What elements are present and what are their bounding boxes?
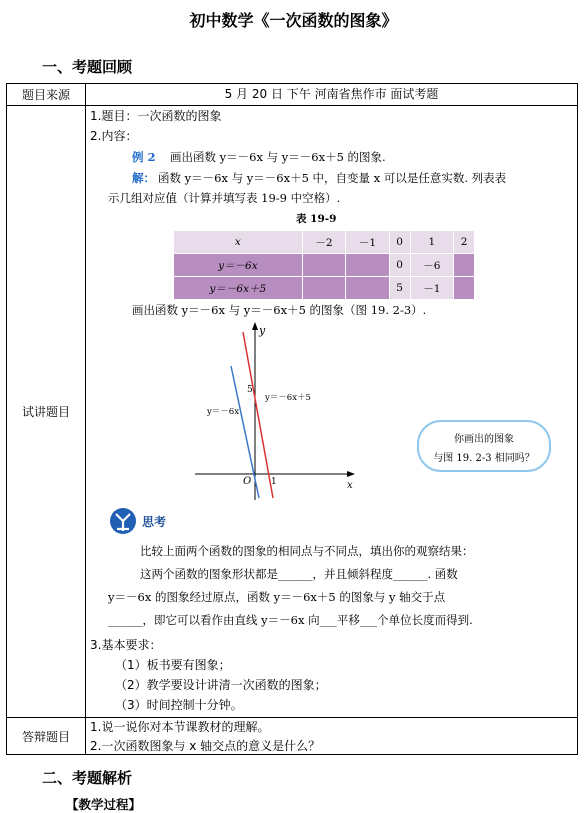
solution-line-2: 示几组对应值（计算并填写表 19-9 中空格）. [108,191,341,205]
value-cell: －6 [410,254,454,277]
example-text: 画出函数 y＝－6x 与 y＝－6x＋5 的图象. [170,150,386,164]
source-row [7,84,577,106]
x-axis-label: x [347,480,353,491]
think-line-1: 比较上面两个函数的图象的相同点与不同点，填出你的观察结果： [140,544,474,558]
value-cell: －1 [410,277,454,300]
section-heading-analysis: 二、考题解析 [42,769,133,787]
value-cell: 0 [389,254,410,277]
bubble-line-1: 你画出的图象 [454,434,514,445]
section-heading-review: 一、考题回顾 [42,58,133,76]
thought-bubble [417,420,551,472]
value-cell [346,254,390,277]
x-axis-arrow [347,471,355,477]
requirement-2: （2）教学要设计讲清一次函数的图象； [115,678,327,692]
line-y-neg6x-plus5 [243,332,273,498]
value-cell: 0 [389,231,410,254]
source-label: 题目来源 [7,84,86,105]
line-label-neg6x: y＝－6x [207,407,240,417]
value-cell [454,254,475,277]
page-title: 初中数学《一次函数的图象》 [189,11,398,30]
value-cell [302,254,346,277]
bubble-line-2: 与图 19. 2-3 相同吗？ [433,453,535,464]
defense-label: 答辩题目 [7,718,86,755]
function-graph [195,322,370,502]
value-table-header [174,231,475,254]
tick-1-label: 1 [271,477,277,487]
value-cell: y＝－6x [174,254,303,277]
content-line: 2.内容： [90,129,138,143]
y-axis-label: y [259,324,266,337]
trial-label: 试讲题目 [7,106,86,717]
value-cell [346,277,390,300]
solution-line-1: 函数 y＝－6x 与 y＝－6x＋5 中，自变量 x 可以是任意实数. 列表表 [158,171,507,185]
origin-label: O [243,476,252,487]
think-label: 思考 [142,515,167,529]
value-cell: －1 [346,231,390,254]
defense-question-2: 2.一次函数图象与 x 轴交点的意义是什么？ [90,739,321,753]
value-cell: x [174,231,303,254]
think-line-4: ______，即它可以看作由直线 y＝－6x 向___平移___个单位长度而得到. [108,613,473,627]
y-axis-arrow [252,322,258,330]
value-table-row [174,254,475,277]
value-cell: 5 [389,277,410,300]
think-line-2: 这两个函数的图象形状都是______，并且倾斜程度______. 函数 [140,567,458,581]
requirement-1: （1）板书要有图象； [115,658,231,672]
solution-label: 解： [132,171,155,185]
value-cell: 2 [454,231,475,254]
process-heading: 【教学过程】 [66,797,142,812]
value-cell: y＝－6x＋5 [174,277,303,300]
value-cell [302,277,346,300]
topic-line: 1.题目：一次函数的图象 [90,109,222,123]
example-label: 例 2 [132,150,156,164]
tick-5-label: 5 [247,385,253,395]
think-line-3: y＝－6x 的图象经过原点，函数 y＝－6x＋5 的图象与 y 轴交于点 [108,590,446,604]
value-cell [454,277,475,300]
think-icon [108,507,138,535]
requirement-3: （3）时间控制十分钟。 [115,698,243,712]
source-value: 5 月 20 日 下午 河南省焦作市 面试考题 [224,87,439,101]
draw-instruction: 画出函数 y＝－6x 与 y＝－6x＋5 的图象（图 19. 2-3）. [132,303,427,317]
table-caption: 表 19-9 [296,213,337,225]
value-table [173,230,475,300]
value-cell: 1 [410,231,454,254]
value-cell: －2 [302,231,346,254]
value-table-row [174,277,475,300]
defense-question-1: 1.说一说你对本节课教材的理解。 [90,720,270,734]
requirements-heading: 3.基本要求： [90,638,162,652]
line-label-neg6x-plus5: y＝－6x＋5 [265,393,311,403]
